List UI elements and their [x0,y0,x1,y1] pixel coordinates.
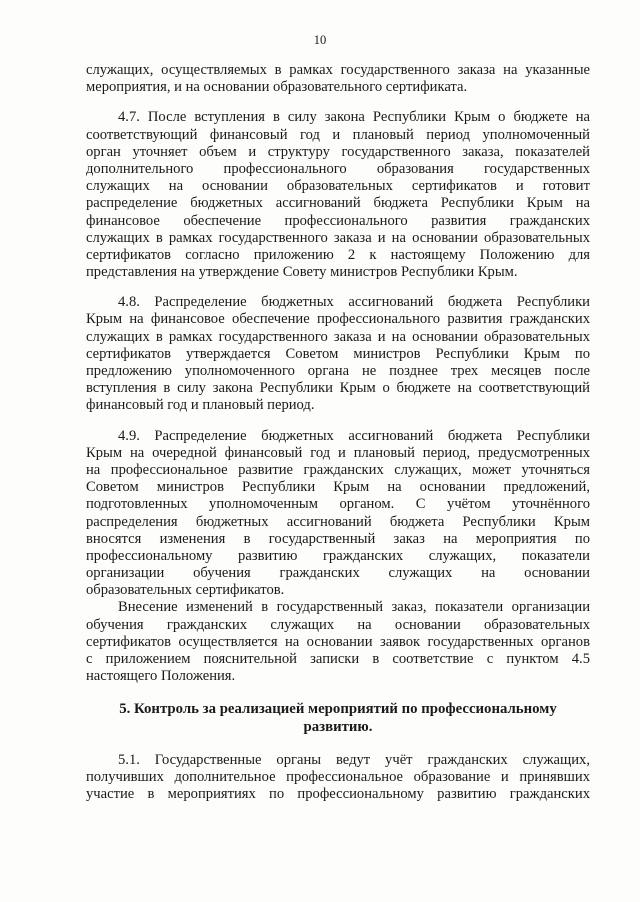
text-line: Советом министров Республики Крым на основании предложений, [86,479,590,496]
text-line: настоящего Положения. [86,668,236,685]
paragraph-5-1 [86,752,590,804]
text-line: мероприятия, и на основании образовательного сертификата. [86,79,468,96]
text-line: 4.7. После вступления в силу закона Республики Крым о бюджете на [118,109,590,126]
paragraph-spacer [86,281,590,294]
text-line: с приложением пояснительной записки в соответствие с пунктом 4.5 [86,651,590,667]
text-line: распределения бюджетных ассигнований бюджета Республики Крым [86,513,590,530]
text-line: дополнительного профессионального образования государственных [86,160,590,177]
paragraph-carryover [86,62,590,96]
text-line: Крым на финансовое обеспечение профессионального развития гражданских [86,311,590,328]
document-body [86,62,590,803]
text-line: орган уточняет объем и структуру государственного заказа, показателей [86,143,590,160]
text-line: финансовое обеспечение профессионального развития гражданских [86,212,590,229]
paragraph-spacer [86,415,590,428]
text-line: Крым на очередной финансовый год и плановый период, предусмотренных [86,444,590,461]
text-line: 4.9. Распределение бюджетных ассигнований бюджета Республики [118,427,590,444]
text-line: сертификатов утверждается Советом министров Республики Крым по [86,345,590,362]
text-line: сертификатов согласно приложению 2 к настоящему Положению для [86,246,590,263]
paragraph-4-8 [86,294,590,414]
text-line: финансовый год и плановый период. [86,397,315,414]
section-heading-line: развитию. [303,718,373,735]
text-line: соответствующий финансовый год и плановый период уполномоченный [86,126,590,143]
text-line: обучения гражданских служащих на основании образовательных [86,616,590,633]
text-line: 4.8. Распределение бюджетных ассигнований бюджета Республики [118,294,590,311]
text-line: Внесение изменений в государственный заказ, показатели организации [118,599,590,616]
text-line: служащих, осуществляемых в рамках государственного заказа на указанные [86,62,590,78]
text-line: подготовленных уполномоченным органом. С учётом уточнённого [86,496,590,513]
text-line: 5.1. Государственные органы ведут учёт гражданских служащих, [118,751,590,768]
paragraph-spacer [86,96,590,109]
text-line: на профессиональное развитие гражданских служащих, может уточняться [86,461,590,478]
page-number: 10 [313,33,327,47]
section-heading-line: 5. Контроль за реализацией мероприятий по профессиональному [119,701,557,718]
text-line: распределение бюджетных ассигнований бюджета Республики Крым на [86,195,590,212]
text-line: организации обучения гражданских служащих на основании [86,565,590,582]
text-line: представления на утверждение Совету министров Республики Крым. [86,264,518,281]
text-line: образовательных сертификатов. [86,582,285,599]
text-line: служащих в рамках государственного заказа и на основании образовательных [86,328,590,345]
text-line: профессиональному развитию гражданских служащих, показатели [86,547,590,564]
text-line: служащих в рамках государственного заказа и на основании образовательных [86,229,590,246]
text-line: вступления в силу закона Республики Крым о бюджете на соответствующий [86,380,590,397]
text-line: сертификатов осуществляется на основании заявок государственных органов [86,633,590,650]
section-spacer [86,736,590,752]
text-line: вносятся изменения в государственный заказ на мероприятия по [86,530,590,547]
text-line: получивших дополнительное профессиональное образование и принявших [86,768,590,785]
paragraph-4-9-continued [86,599,590,685]
text-line: служащих на основании образовательных сертификатов и готовит [86,178,590,195]
section-heading [86,701,590,735]
paragraph-4-7 [86,109,590,281]
text-line: предложению уполномоченного органа не позднее трех месяцев после [86,363,590,379]
section-spacer [86,685,590,701]
paragraph-4-9 [86,428,590,600]
text-line: участие в мероприятиях по профессиональному развитию гражданских [86,786,590,803]
